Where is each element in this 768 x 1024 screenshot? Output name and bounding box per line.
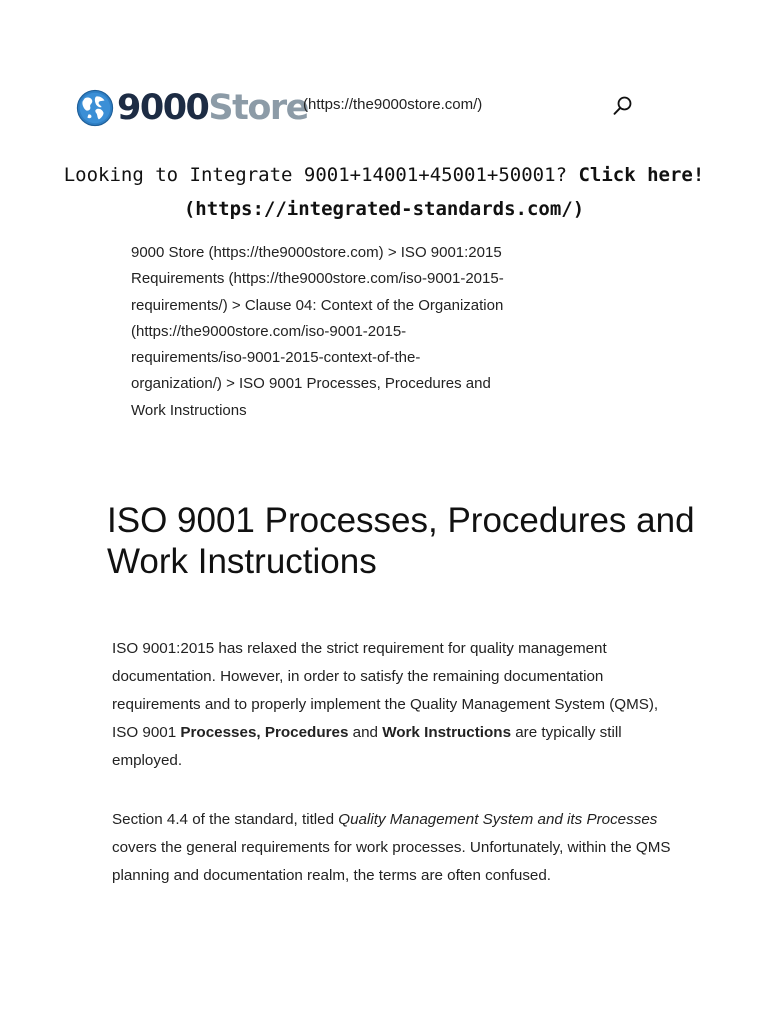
breadcrumb-item-requirements[interactable]: ISO 9001:2015 Requirements (https://the9000store.com/iso-9001-2015-requirements/) [131,244,504,314]
p2-text-a: Section 4.4 of the standard, titled [112,811,339,828]
breadcrumb-separator: > [226,375,235,393]
p1-text-b: and [348,724,383,741]
p2-italic-title: Quality Management System and its Processes [338,811,658,828]
home-url-link[interactable]: (https://the9000store.com/) [303,96,483,113]
logo-wordmark-9000: 9000 [117,88,209,128]
search-icon [612,95,634,117]
breadcrumb-item-current: ISO 9001 Processes, Procedures and Work Instructions [131,375,491,419]
logo-wordmark [117,86,308,130]
site-header [76,86,636,130]
breadcrumb-item-home[interactable]: 9000 Store (https://the9000store.com) [131,244,384,261]
promo-click-here-link[interactable]: Click here! [578,164,705,186]
breadcrumb-item-clause-04[interactable]: Clause 04: Context of the Organization (https://the9000store.com/iso-9001-2015-requirements/iso-9001-2015-context-of-the-organization/) [131,296,504,393]
breadcrumb-separator: > [387,244,397,261]
page-title: ISO 9001 Processes, Procedures and Work Instructions [107,501,695,581]
p1-text-a: ISO 9001:2015 has relaxed the strict requirement for quality management documentation. However, in order to satisfy the remaining documentation requirements and to properly implement the Quality Management System (QMS), ISO 9001 [112,640,659,741]
article-paragraph-1 [112,635,672,775]
breadcrumb [131,240,511,424]
breadcrumb-separator: > [231,296,241,314]
integration-promo [40,158,728,226]
p1-bold-processes-procedures: Processes, Procedures [180,724,349,741]
site-logo-link[interactable] [76,86,308,130]
article-paragraph-2 [112,806,672,890]
promo-url-link[interactable]: (https://integrated-standards.com/) [183,198,585,220]
logo-wordmark-store: Store [208,88,308,128]
p1-bold-work-instructions: Work Instructions [382,724,512,741]
globe-icon [76,89,114,127]
promo-text: Looking to Integrate 9001+14001+45001+50001? [63,164,568,186]
p1-text-c: are typically still employed. [112,724,622,769]
search-button[interactable] [612,95,634,117]
p2-text-b: covers the general requirements for work processes. Unfortunately, within the QMS planning and documentation realm, the terms are often confused. [112,839,671,884]
